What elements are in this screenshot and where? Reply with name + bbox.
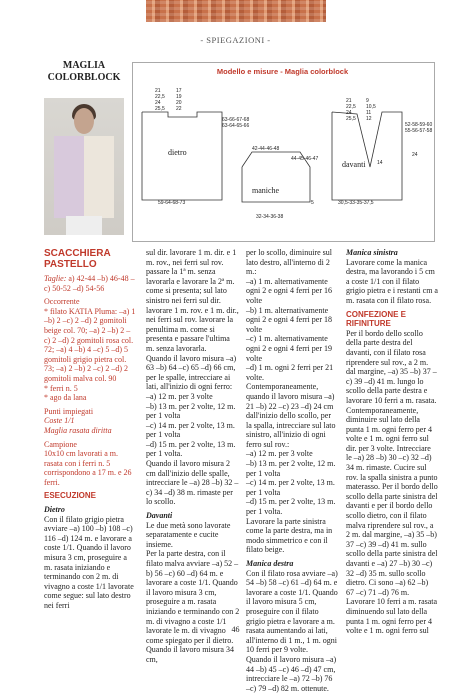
occ-text: * filato KATIA Pluma: –a) 1 –b) 2 –c) 2 –d) 2 gomitoli beige col. 70; –a) 2 –b) 2 –c) 2 –d) 2 gomitoli rosa col. 72; –a) 4 –b) 4 –c) 5 –d) 5 gomitoli grigio pietra col. 73; –a) 2 –b) 2 –c) 2 –d) 2 gomitoli malva col. 90 * ferri n. 5 * ago da lana — [44, 306, 136, 403]
back-right-side: 63-66-67-68 63-64-65-66 — [222, 117, 250, 129]
manica-text: Con il filato rosa avviare –a) 54 –b) 58 –c) 61 –d) 64 m. e lavorare a coste 1/1. Quando il lavoro misura 5 cm, proseguire con il filato grigio pietra e lavorare a m. rasata aumentando ai lati, all'interno di 1 m., 1 m. ogni 10 ferri per 9 volte. Quando il lavoro misura –a) 44 –b) 45 –c) 46 –d) 47 cm, intrecciare le –a) 72 –b) 76 –c) 79 –d) 82 m. ottenute. — [246, 568, 338, 693]
confezione-text: Per il bordo dello scollo della parte destra del davanti, con il filato rosa riprendere sul rov., a 2 m. dal margine, –a) 35 –b) 37 –c) 39 –d) 41 m. lungo lo scollo della parte destra e lavorare 10 ferri a m. rasata. Contemporaneamente, diminuire sul lato della punta 1 m. ogni ferro per 4 volte e 1 m. ogni ferro sul dir. per 3 volte. Intrecciare le –a) 28 –b) 30 –c) 32 –d) 34 m. rimaste. Cucire sul rov. la spalla sinistra a punto materasso. Per il bordo dello scollo della parte sinistra del davanti e per il bordo dello scollo dietro, con il filato malva riprendere sul rov., a 2 m. dal margine, –a) 35 –b) 37 –c) 39 –d) 41 m. sullo scollo della parte sinistra del davanti e –a) 27 –b) 30 –c) 32 –d) 35 m. sullo scollo dietro. Ci sono –a) 62 –b) 67 –c) 71 –d) 76 m. Lavorare 10 ferri a m. rasata diminuendo sul lato della punta 1 m. ogni ferro per 4 volte e 1 m. ogni ferro sul — [346, 328, 438, 636]
column-4 — [346, 248, 438, 636]
back-bottom: 59-64-68-73 — [158, 200, 186, 206]
knit-texture-overlay — [146, 0, 326, 22]
sleeve-bottom: 32-34-36-38 — [256, 214, 284, 220]
back-top-a: 21 22,5 24 25,5 — [155, 88, 165, 112]
sleeve-top: 42-44-46-48 — [252, 146, 280, 152]
sleeve-side: 5 — [311, 200, 314, 206]
manica-s-label: Manica sinistra — [346, 248, 398, 257]
front-piece-outline — [332, 112, 402, 200]
schematic-title: Modello e misure - Maglia colorblock — [216, 67, 349, 76]
section-title: - SPIEGAZIONI - — [200, 35, 271, 45]
back-name: dietro — [168, 148, 187, 157]
front-name: davanti — [342, 160, 366, 169]
back-top-b: 17 19 20 22 — [176, 88, 182, 112]
col2-text: sul dir. lavorare 1 m. dir. e 1 m. rov., nei ferri sul rov. passare la 1ª m. senza lavorarla e lavorare la 2ª m. come si presenta; sul lato sinistro nei ferri sul dir. lavorare 1 m. rov. e 1 m. dir., nei ferri sul rov. lavorare la penultima m. come si presenta e passare l'ultima m. senza lavorarla. Quando il lavoro misura –a) 63 –b) 64 –c) 65 –d) 66 cm, per le spalle, intrecciare ai lati, all'inizio di ogni ferro: –a) 12 m. per 3 volte –b) 13 m. per 2 volte, 12 m. per 1 volta –c) 14 m. per 2 volte, 13 m. per 1 volta –d) 15 m. per 2 volte, 13 m. per 1 volta. Quando il lavoro misura 2 cm dall'inizio delle spalle, intrecciare le –a) 28 –b) 32 –c) 34 –d) 38 m. rimaste per lo scollo. — [146, 248, 239, 507]
front-side-b: 24 — [412, 152, 418, 158]
sleeve-name: maniche — [252, 186, 280, 195]
taglie-label: Taglie: — [44, 274, 67, 283]
confezione-label: CONFEZIONE E RIFINITURE — [346, 309, 407, 329]
column-1 — [44, 248, 136, 611]
punti-text: Coste 1/1 Maglia rasata diritta — [44, 416, 112, 435]
sleeve-right: 44-45-46-47 — [291, 156, 319, 162]
campione-text: 10x10 cm lavorati a m. rasata con i ferri n. 5 corrispondono a 17 m. e 26 ferri. — [44, 449, 132, 487]
esecuzione-label: ESECUZIONE — [44, 491, 97, 501]
front-bottom: 30,5-33-35-37,5 — [338, 200, 374, 206]
dietro-label: Dietro — [44, 505, 65, 515]
davanti-label: Davanti — [146, 511, 173, 521]
col1-heading: SCACCHIERA PASTELLO — [44, 248, 111, 270]
taglie-text: a) 42-44 –b) 46-48 –c) 50-52 –d) 54-56 — [44, 274, 135, 293]
front-right-side: 52-58-59-60 55-56-57-58 — [405, 122, 433, 134]
manica-s-text: Lavorare come la manica destra, ma lavorando i 5 cm a coste 1/1 con il filato grigio pietra e i restanti cm a m. rasata con il filato rosa. — [346, 257, 438, 305]
front-top-a: 21 22,5 24 25,5 — [346, 98, 356, 122]
model-photo — [44, 98, 124, 235]
manica-label: Manica destra — [246, 559, 294, 568]
campione-label: Campione — [44, 439, 77, 449]
page-number: 46 — [231, 625, 240, 634]
front-top-b: 9 10,5 11 12 — [366, 98, 376, 122]
davanti-text: Le due metà sono lavorate separatamente e cucite insieme. Per la parte destra, con il filato malva avviare –a) 52 –b) 56 –c) 60 –d) 64 m. e lavorare a coste 1/1. Quando il lavoro misura 3 cm, proseguire a m. rasata iniziando e terminando con 2 m. di vivagno a coste 1/1 lavorate le m. di vivagno come spiegato per il dietro. Quando il lavoro misura 34 cm, — [146, 520, 240, 664]
col3-text: per lo scollo, diminuire sul lato destro, all'interno di 2 m.: –a) 1 m. alternativamente ogni 2 e ogni 4 ferri per 16 volte –b) 1 m. alternativamente ogni 2 e ogni 4 ferri per 18 volte –c) 1 m. alternativamente ogni 2 e ogni 4 ferri per 19 volte –d) 1 m. ogni 2 ferri per 21 volte. Contemporaneamente, quando il lavoro misura –a) 21 –b) 22 –c) 23 –d) 24 cm dall'inizio dello scollo, per la spalla, intrecciare sul lato sinistro, all'inizio di ogni ferro sul rov.: –a) 12 m. per 3 volte –b) 13 m. per 2 volte, 12 m. per 1 volta –c) 14 m. per 2 volte, 13 m. per 1 volta –d) 15 m. per 2 volte, 13 m. per 1 volta. Lavorare la parte sinistra come la parte destra, ma in modo simmetrico e con il filato beige. — [246, 248, 336, 555]
front-side-a: 14 — [377, 160, 383, 166]
dietro-text: Con il filato grigio pietra avviare –a) 100 –b) 108 –c) 116 –d) 124 m. e lavorare a coste 1/1. Quando il lavoro misura 3 cm, proseguire a m. rasata iniziando e terminando con 2 m. di vivagno a coste 1/1 lavorate come segue: sul lato destro nei ferri — [44, 514, 134, 610]
pattern-title-line1: MAGLIA — [62, 60, 106, 71]
pattern-title — [44, 60, 124, 84]
occ-label: Occorrente — [44, 297, 80, 307]
punti-label: Punti impiegati — [44, 406, 94, 416]
column-2 — [146, 248, 240, 665]
pattern-title-line2: COLORBLOCK — [47, 72, 121, 83]
